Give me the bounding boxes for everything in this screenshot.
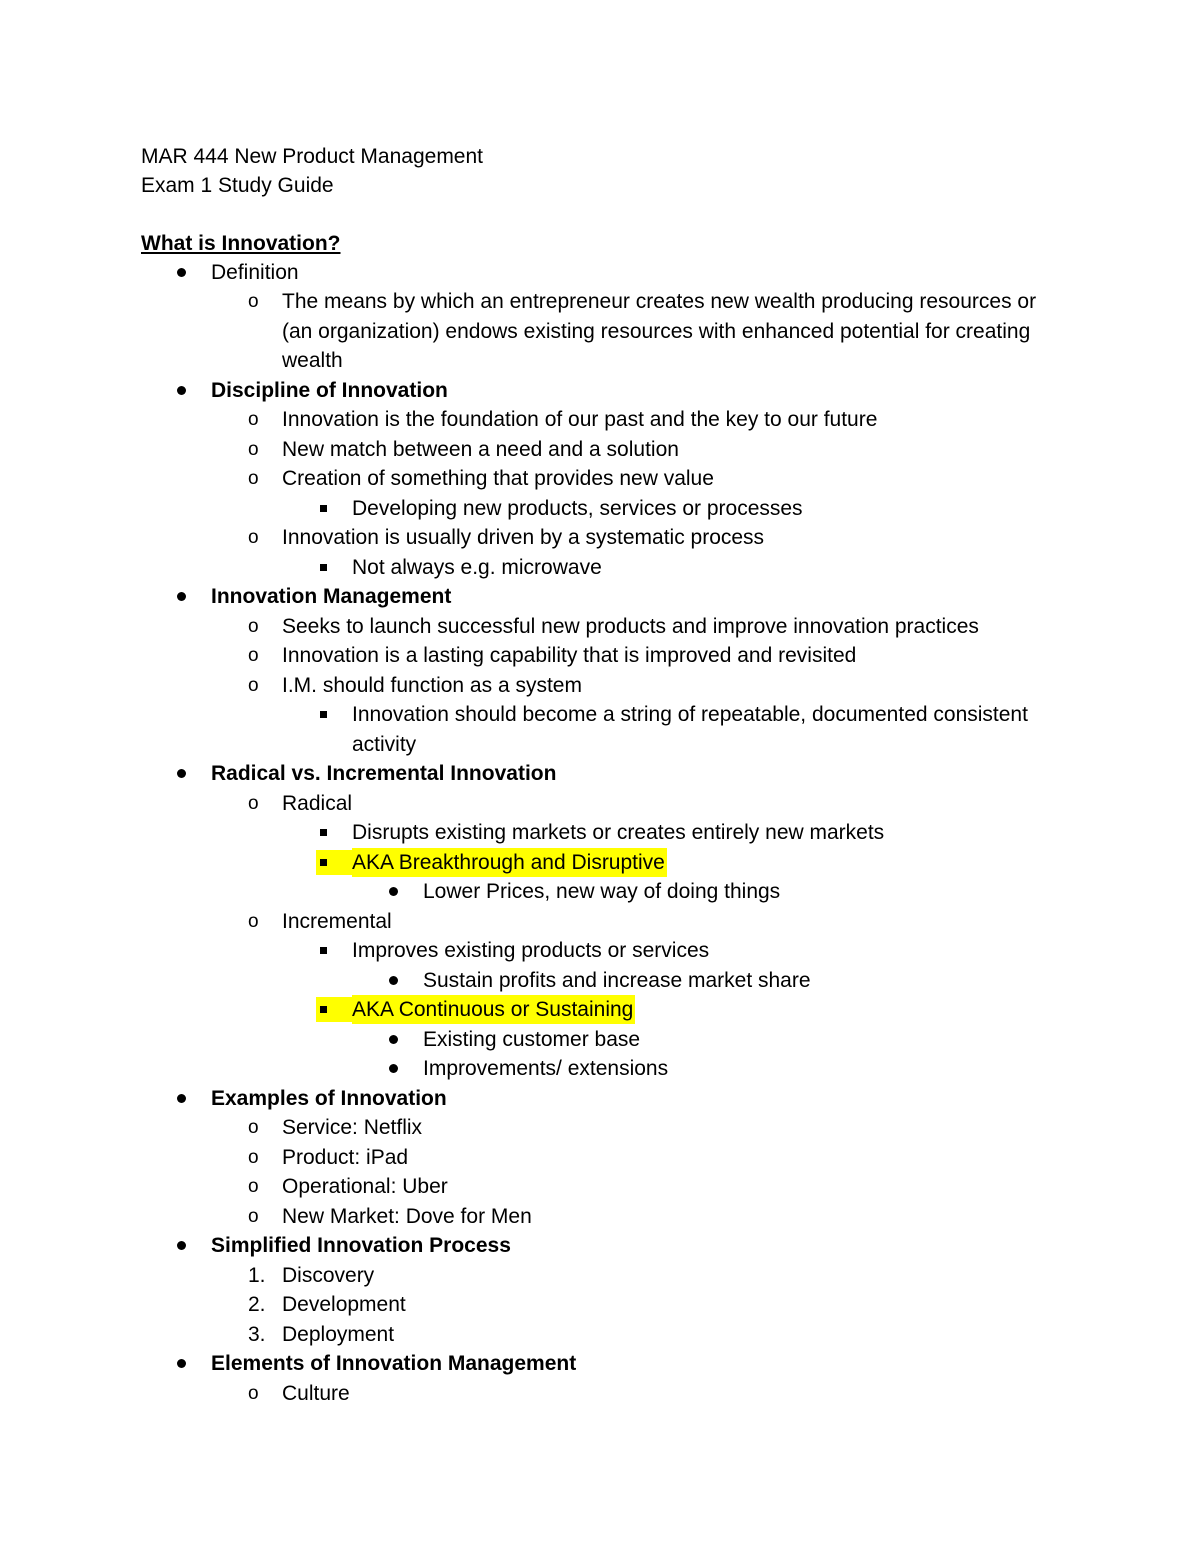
circle-bullet-icon: o xyxy=(248,793,259,814)
outline-item-text: Innovation is the foundation of our past and the key to our future xyxy=(282,408,878,431)
outline-item-text: Improves existing products or services xyxy=(352,939,710,962)
outline-item-text: Lower Prices, new way of doing things xyxy=(423,880,781,903)
outline-item xyxy=(0,1290,1200,1319)
outline-item xyxy=(0,641,1200,670)
outline-item-text: Developing new products, services or processes xyxy=(352,497,803,520)
outline-item-text: The means by which an entrepreneur creates new wealth producing resources or xyxy=(282,290,1037,313)
outline-item xyxy=(0,1172,1200,1201)
circle-bullet-icon: o xyxy=(248,1147,259,1168)
course-title: MAR 444 New Product Management xyxy=(141,145,483,168)
outline-item-text: Creation of something that provides new value xyxy=(282,467,714,490)
outline-item xyxy=(0,671,1200,700)
outline-item xyxy=(0,553,1200,582)
outline-item xyxy=(0,1320,1200,1349)
outline-item-text: Service: Netflix xyxy=(282,1116,423,1139)
circle-bullet-icon: o xyxy=(248,468,259,489)
outline-item-text: activity xyxy=(352,733,417,756)
outline-item xyxy=(0,700,1200,729)
outline-item xyxy=(0,995,1200,1024)
square-bullet-icon xyxy=(320,829,327,836)
outline-item xyxy=(0,1054,1200,1083)
circle-bullet-icon: o xyxy=(248,439,259,460)
bullet-icon xyxy=(389,1064,398,1073)
circle-bullet-icon: o xyxy=(248,1117,259,1138)
document-subtitle: Exam 1 Study Guide xyxy=(141,174,334,197)
outline-item-text: Product: iPad xyxy=(282,1146,409,1169)
outline-item-text: Existing customer base xyxy=(423,1028,641,1051)
outline-item-text: Elements of Innovation Management xyxy=(211,1352,577,1375)
list-number: 3. xyxy=(248,1323,266,1346)
outline-item-text: New match between a need and a solution xyxy=(282,438,679,461)
outline-item-text: Simplified Innovation Process xyxy=(211,1234,511,1257)
outline-item-text: Seeks to launch successful new products and improve innovation practices xyxy=(282,615,979,638)
circle-bullet-icon: o xyxy=(248,645,259,666)
outline-item-text: Radical xyxy=(282,792,353,815)
outline-item xyxy=(0,1113,1200,1142)
outline-item-text: Incremental xyxy=(282,910,392,933)
outline-item xyxy=(0,346,1200,375)
outline-item xyxy=(0,582,1200,611)
outline-item-text: Definition xyxy=(211,261,299,284)
bullet-icon xyxy=(389,1035,398,1044)
bullet-icon xyxy=(177,1241,186,1250)
outline-item xyxy=(0,494,1200,523)
bullet-icon xyxy=(389,887,398,896)
outline-item xyxy=(0,730,1200,759)
outline-item xyxy=(0,1202,1200,1231)
outline-item xyxy=(0,848,1200,877)
outline-item xyxy=(0,936,1200,965)
outline-item xyxy=(0,523,1200,552)
outline-item-text: Innovation is usually driven by a systematic process xyxy=(282,526,765,549)
outline-item xyxy=(0,287,1200,316)
outline-item xyxy=(0,1379,1200,1408)
outline-item xyxy=(0,1025,1200,1054)
square-bullet-icon xyxy=(320,564,327,571)
outline-item-text: I.M. should function as a system xyxy=(282,674,582,697)
list-number: 2. xyxy=(248,1293,266,1316)
list-number: 1. xyxy=(248,1264,266,1287)
outline-item-text: AKA Breakthrough and Disruptive xyxy=(352,848,667,877)
outline-item-text: Improvements/ extensions xyxy=(423,1057,669,1080)
outline-item xyxy=(0,1349,1200,1378)
outline-item-text: Development xyxy=(282,1293,406,1316)
outline-item-text: Operational: Uber xyxy=(282,1175,448,1198)
circle-bullet-icon: o xyxy=(248,1176,259,1197)
circle-bullet-icon: o xyxy=(248,1206,259,1227)
bullet-icon xyxy=(389,976,398,985)
outline-item-text: Discipline of Innovation xyxy=(211,379,448,402)
outline-item xyxy=(0,464,1200,493)
outline-item-text: Deployment xyxy=(282,1323,395,1346)
outline-item-text: Sustain profits and increase market share xyxy=(423,969,811,992)
bullet-icon xyxy=(177,1359,186,1368)
circle-bullet-icon: o xyxy=(248,527,259,548)
outline-item-text: Innovation is a lasting capability that is improved and revisited xyxy=(282,644,857,667)
outline-item xyxy=(0,376,1200,405)
outline-item xyxy=(0,877,1200,906)
square-bullet-icon xyxy=(320,947,327,954)
circle-bullet-icon: o xyxy=(248,409,259,430)
outline-item-text: New Market: Dove for Men xyxy=(282,1205,532,1228)
bullet-icon xyxy=(177,592,186,601)
outline-item xyxy=(0,1261,1200,1290)
square-bullet-icon xyxy=(320,505,327,512)
bullet-icon xyxy=(177,268,186,277)
outline-item xyxy=(0,317,1200,346)
circle-bullet-icon: o xyxy=(248,675,259,696)
outline-item-text: Culture xyxy=(282,1382,350,1405)
outline-item xyxy=(0,258,1200,287)
outline-item-text: Disrupts existing markets or creates entirely new markets xyxy=(352,821,885,844)
square-bullet-icon xyxy=(320,1006,327,1013)
outline-item xyxy=(0,759,1200,788)
square-bullet-icon xyxy=(320,711,327,718)
outline-item xyxy=(0,789,1200,818)
outline-item-text: (an organization) endows existing resources with enhanced potential for creating xyxy=(282,320,1031,343)
bullet-icon xyxy=(177,1094,186,1103)
outline-item xyxy=(0,1143,1200,1172)
outline-item xyxy=(0,435,1200,464)
outline-item xyxy=(0,966,1200,995)
outline-item xyxy=(0,405,1200,434)
circle-bullet-icon: o xyxy=(248,616,259,637)
outline-item xyxy=(0,1084,1200,1113)
outline-item-text: AKA Continuous or Sustaining xyxy=(352,995,635,1024)
bullet-icon xyxy=(177,769,186,778)
outline-item xyxy=(0,1231,1200,1260)
outline-item-text: wealth xyxy=(282,349,343,372)
outline-item-text: Innovation Management xyxy=(211,585,452,608)
outline-item-text: Discovery xyxy=(282,1264,375,1287)
outline-item-text: Innovation should become a string of repeatable, documented consistent xyxy=(352,703,1028,726)
outline-item xyxy=(0,907,1200,936)
section-heading: What is Innovation? xyxy=(141,232,341,255)
outline-item-text: Examples of Innovation xyxy=(211,1087,447,1110)
square-bullet-icon xyxy=(320,859,327,866)
outline-item xyxy=(0,612,1200,641)
circle-bullet-icon: o xyxy=(248,911,259,932)
outline-item-text: Not always e.g. microwave xyxy=(352,556,602,579)
bullet-icon xyxy=(177,386,186,395)
circle-bullet-icon: o xyxy=(248,1383,259,1404)
outline-item xyxy=(0,818,1200,847)
circle-bullet-icon: o xyxy=(248,291,259,312)
outline-item-text: Radical vs. Incremental Innovation xyxy=(211,762,557,785)
